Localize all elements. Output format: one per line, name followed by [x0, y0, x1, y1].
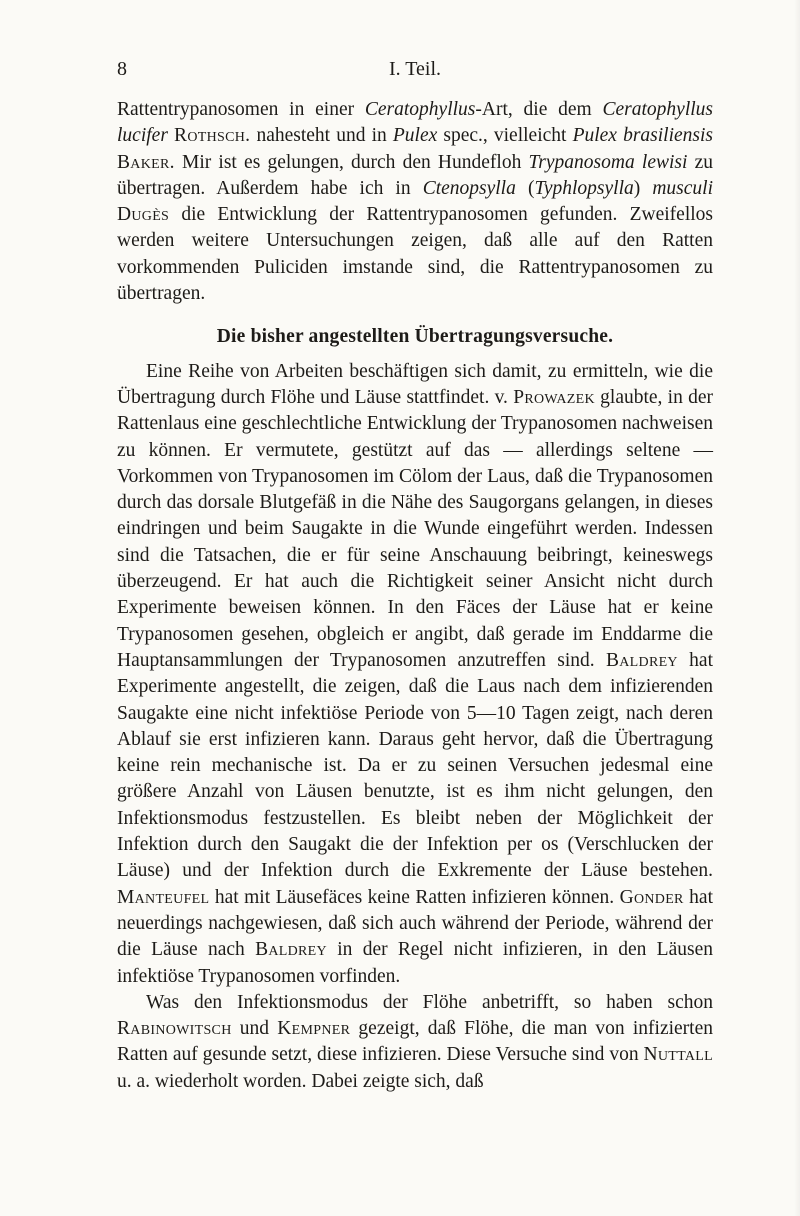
species-name: Ctenopsylla: [422, 177, 516, 199]
author-name: Baker.: [117, 151, 175, 173]
page-edge-shadow: [794, 0, 800, 1216]
species-name: musculi: [652, 177, 713, 199]
species-name: Pulex brasiliensis: [572, 125, 714, 147]
author-name: Kempner: [277, 1018, 351, 1040]
author-name: Rothsch.: [174, 125, 251, 147]
author-name: Manteufel: [117, 886, 210, 908]
paragraph-3: Was den Infektionsmodus der Flöhe anbetrifft, so haben schon Rabinowitsch und Kempner gezeigt, daß Flöhe, die man von infizierten Ratten auf gesunde setzt, diese infizieren. Diese Versuche sind von Nuttall u. a. wiederholt worden. Dabei zeigte sich, daß: [117, 991, 713, 1092]
paragraph-2: Eine Reihe von Arbeiten beschäftigen sich damit, zu ermitteln, wie die Übertragung durch Flöhe und Läuse stattfindet. v. Prowazek glaubte, in der Rattenlaus eine geschlechtliche Entwicklung der Trypanosomen nachweisen zu können. Er vermutete, gestützt auf das — allerdings seltene — Vorkommen von Trypanosomen im Cölom der Laus, daß die Trypanosomen durch das dorsale Blutgefäß in die Nähe des Saugorgans gelangen, in dieses eindringen und beim Saugakte in die Wunde eingeführt werden. Indessen sind die Tatsachen, die er für seine Anschauung beibringt, keineswegs überzeugend. Er hat auch die Richtigkeit seiner Ansicht nicht durch Experimente beweisen können. In den Fäces der Läuse hat er keine Trypanosomen gesehen, obgleich er angibt, daß gerade im Enddarme die Hauptansammlungen der Trypanosomen anzutreffen sind. Baldrey hat Experimente angestellt, die zeigen, daß die Laus nach dem infizierenden Saugakte eine nicht infektiöse Periode von 5—10 Tagen zeigt, nach deren Ablauf sie erst infizieren kann. Daraus geht hervor, daß die Übertragung keine rein mechanische ist. Da er zu seinen Versuchen jedesmal eine größere Anzahl von Läusen benutzte, ist es ihm nicht gelungen, den Infektionsmodus festzustellen. Es bleibt neben der Möglichkeit der Infektion durch den Saugakt die der Infektion per os (Verschlucken der Läuse) und der Infektion durch die Exkremente der Läuse bestehen. Manteufel hat mit Läusefäces keine Ratten infizieren können. Gonder hat neuerdings nachgewiesen, daß sich auch während der Periode, während der die Läuse nach Baldrey in der Regel nicht infizieren, in den Läusen infektiöse Trypanosomen vorfinden.: [117, 360, 714, 987]
body-text: [117, 97, 713, 1095]
page-header: [117, 58, 713, 88]
author-name: Gonder: [619, 886, 684, 908]
species-name: Trypanosoma lewisi: [528, 151, 688, 173]
species-name: Pulex: [392, 125, 438, 147]
species-name: Ceratophyllus lucifer: [117, 99, 713, 147]
author-name: Baldrey: [255, 939, 327, 961]
author-name: Dugès: [117, 204, 170, 226]
author-name: Rabinowitsch: [117, 1018, 232, 1040]
running-title: I. Teil.: [388, 58, 442, 80]
page-number: 8: [117, 58, 127, 80]
author-name: Prowazek: [513, 386, 595, 408]
species-name: Typhlopsylla: [534, 177, 634, 199]
paragraph-1: Rattentrypanosomen in einer Ceratophyllus-Art, die dem Ceratophyllus lucifer Rothsch. nahesteht und in Pulex spec., vielleicht Pulex brasiliensis Baker. Mir ist es gelungen, durch den Hundefloh Trypanosoma lewisi zu übertragen. Außerdem habe ich in Ctenopsylla (Typhlopsylla) musculi Dugès die Entwicklung der Rattentrypanosomen gefunden. Zweifellos werden weitere Untersuchungen zeigen, daß alle auf den Ratten vorkommenden Puliciden imstande sind, die Rattentrypanosomen zu übertragen.: [117, 99, 714, 305]
author-name: Baldrey: [605, 649, 678, 671]
species-name: Ceratophyllus: [364, 99, 476, 120]
section-heading: Die bisher angestellten Übertragungsversuche.: [216, 326, 614, 348]
author-name: Nuttall: [643, 1044, 713, 1066]
